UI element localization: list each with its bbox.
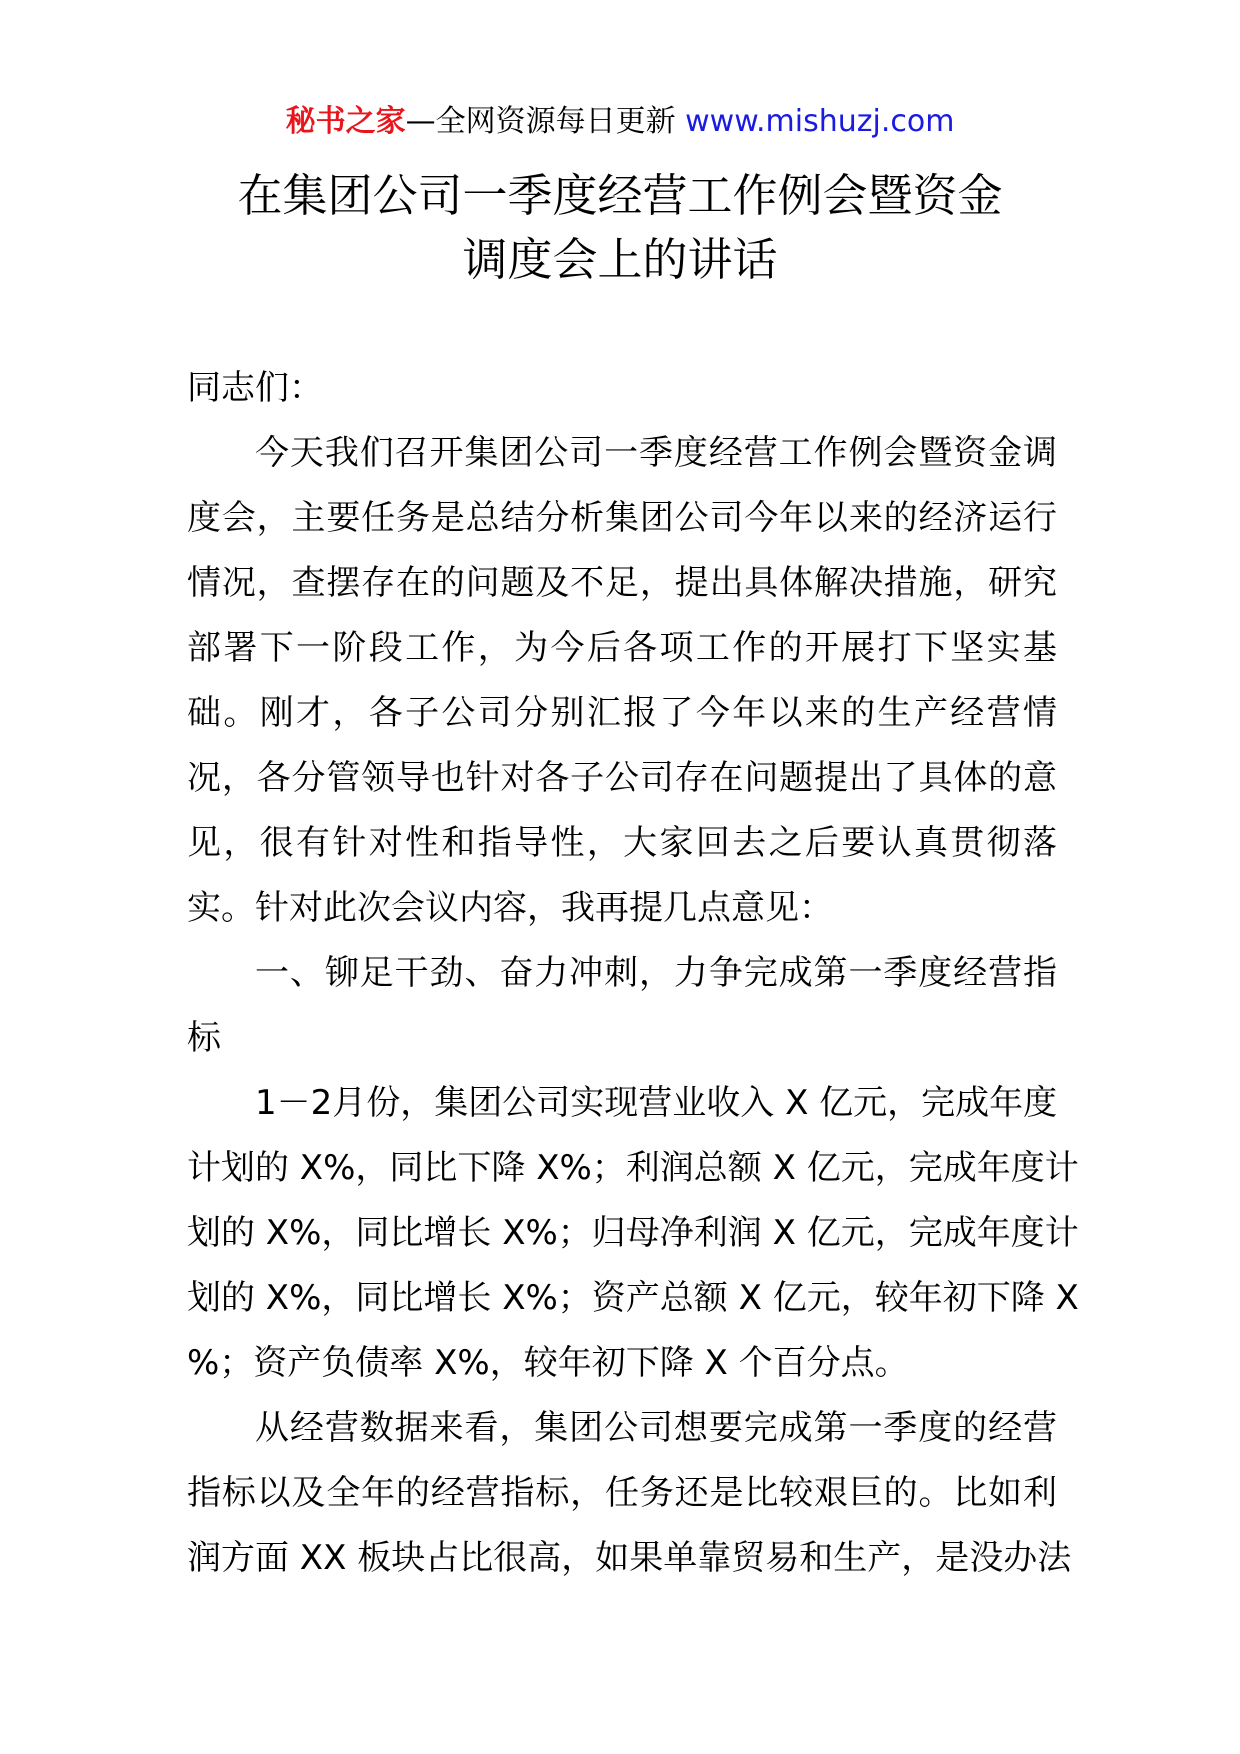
body-line: 指标以及全年的经营指标，任务还是比较艰巨的。比如利 [187, 1473, 1057, 1513]
document-title [0, 164, 1240, 292]
site-url-link[interactable]: www.mishuzj.com [685, 104, 955, 139]
title-line-2: 调度会上的讲话 [462, 233, 778, 286]
body-line: 部署下一阶段工作，为今后各项工作的开展打下坚实基 [187, 628, 1057, 668]
speech-body [187, 356, 1079, 1591]
salutation: 同志们： [187, 368, 323, 408]
body-line: %；资产负债率 X%，较年初下降 X 个百分点。 [187, 1343, 909, 1383]
body-line: 况，各分管领导也针对各子公司存在问题提出了具体的意 [187, 758, 1057, 798]
body-line: 情况，查摆存在的问题及不足，提出具体解决措施，研究 [187, 563, 1057, 603]
body-line: 计划的 X%，同比下降 X%；利润总额 X 亿元，完成年度计 [187, 1148, 1079, 1188]
body-line: 见，很有针对性和指导性，大家回去之后要认真贯彻落 [187, 823, 1057, 863]
body-line: 从经营数据来看，集团公司想要完成第一季度的经营 [255, 1408, 1057, 1448]
body-line: 度会，主要任务是总结分析集团公司今年以来的经济运行 [187, 498, 1057, 538]
body-line: 今天我们召开集团公司一季度经营工作例会暨资金调 [255, 433, 1057, 473]
body-line: 划的 X%，同比增长 X%；资产总额 X 亿元，较年初下降 X [187, 1278, 1079, 1318]
section-heading: 一、铆足干劲、奋力冲刺，力争完成第一季度经营指 [255, 953, 1057, 993]
body-line: 划的 X%，同比增长 X%；归母净利润 X 亿元，完成年度计 [187, 1213, 1079, 1253]
body-line: 润方面 XX 板块占比很高，如果单靠贸易和生产，是没办法 [187, 1538, 1072, 1578]
body-line: 1－2月份，集团公司实现营业收入 X 亿元，完成年度 [255, 1083, 1058, 1123]
section-heading-cont: 标 [187, 1018, 221, 1058]
site-header [0, 100, 1240, 144]
brand-name: 秘书之家 [285, 104, 406, 139]
body-line: 实。针对此次会议内容，我再提几点意见： [187, 888, 833, 928]
header-tagline: —全网资源每日更新 [405, 104, 686, 139]
body-line: 础。刚才，各子公司分别汇报了今年以来的生产经营情 [187, 693, 1057, 733]
title-line-1: 在集团公司一季度经营工作例会暨资金 [237, 169, 1003, 222]
